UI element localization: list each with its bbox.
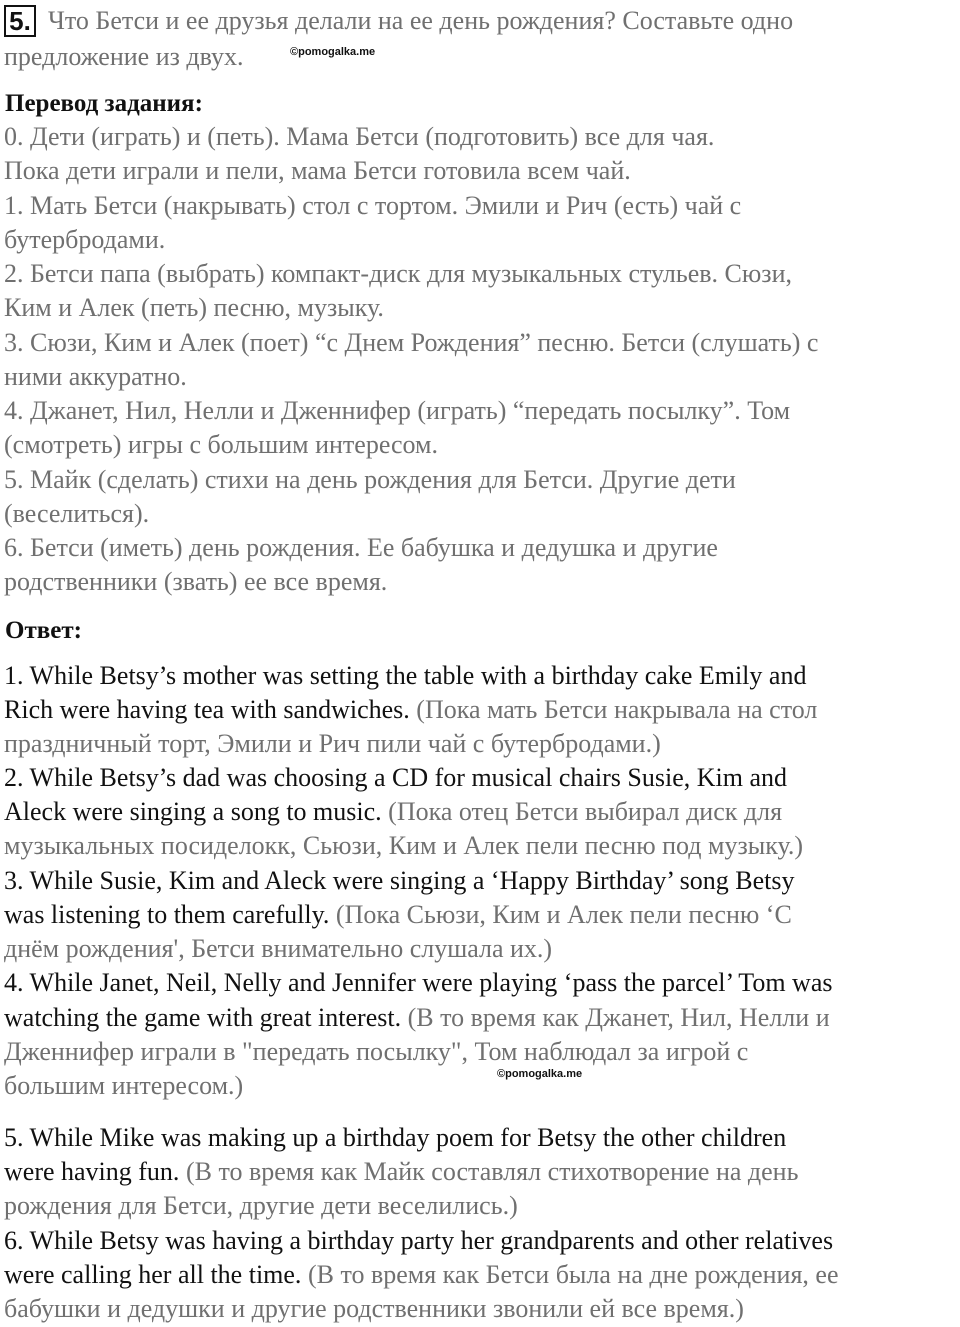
translation-line: ними аккуратно.	[4, 362, 187, 391]
translation-line: 6. Бетси (иметь) день рождения. Ее бабушка и дедушка и другие	[4, 533, 718, 562]
translation-line: 2. Бетси папа (выбрать) компакт-диск для музыкальных стульев. Сюзи,	[4, 259, 792, 288]
translation-line: Ким и Алек (петь) песню, музыку.	[4, 293, 384, 322]
answer-en-line: 6. While Betsy was having a birthday party her grandparents and other relatives	[4, 1226, 834, 1255]
task-text-line-1: Что Бетси и ее друзья делали на ее день рождения? Составьте одно	[48, 6, 794, 35]
answer-mixed-line	[4, 1155, 798, 1189]
answer-ru-text: (В то время как Бетси была на дне рождения, ее	[301, 1260, 839, 1289]
answer-mixed-line	[4, 1258, 839, 1292]
answer-mixed-line	[4, 1001, 830, 1035]
translation-line: родственники (звать) ее все время.	[4, 567, 388, 596]
answer-en-text: watching the game with great interest.	[4, 1003, 402, 1032]
answer-en-text: Rich were having tea with sandwiches.	[4, 695, 410, 724]
answer-ru-text: (Пока отец Бетси выбирал диск для	[381, 797, 783, 826]
answer-ru-text: (В то время как Джанет, Нил, Нелли и	[401, 1003, 830, 1032]
translation-line: Пока дети играли и пели, мама Бетси готовила всем чай.	[4, 156, 631, 185]
answer-en-line: 1. While Betsy’s mother was setting the table with a birthday cake Emily and	[4, 661, 807, 690]
translation-line: 1. Мать Бетси (накрывать) стол с тортом. Эмили и Рич (есть) чай с	[4, 191, 742, 220]
answer-en-text: Aleck were singing a song to music.	[4, 797, 382, 826]
answer-en-text: were having fun.	[4, 1157, 180, 1186]
translation-line: 3. Сюзи, Ким и Алек (поет) “с Днем Рождения” песню. Бетси (слушать) с	[4, 328, 819, 357]
answer-en-text: was listening to them carefully.	[4, 900, 330, 929]
answer-en-line: 4. While Janet, Neil, Nelly and Jennifer were playing ‘pass the parcel’ Tom was	[4, 968, 833, 997]
translation-line: 0. Дети (играть) и (петь). Мама Бетси (подготовить) все для чая.	[4, 122, 715, 151]
answer-ru-line: рождения для Бетси, другие дети веселились.)	[4, 1191, 518, 1220]
answer-mixed-line	[4, 898, 792, 932]
answer-en-text: were calling her all the time.	[4, 1260, 302, 1289]
answer-en-line: 2. While Betsy’s dad was choosing a CD for musical chairs Susie, Kim and	[4, 763, 788, 792]
answer-ru-line: днём рождения', Бетси внимательно слушала их.)	[4, 934, 553, 963]
answer-ru-line: музыкальных посиделокк, Сьюзи, Ким и Алек пели песню под музыку.)	[4, 831, 804, 860]
translation-line: 4. Джанет, Нил, Нелли и Дженнифер (играть) “передать посылку”. Том	[4, 396, 791, 425]
answer-mixed-line	[4, 693, 817, 727]
watermark: ©pomogalka.me	[290, 46, 376, 58]
answer-ru-line: бабушки и дедушки и другие родственники звонили ей все время.)	[4, 1294, 744, 1323]
translation-heading: Перевод задания:	[5, 90, 203, 117]
answer-mixed-line	[4, 795, 782, 829]
translation-line: (веселиться).	[4, 499, 150, 528]
answer-ru-line: большим интересом.)	[4, 1071, 244, 1100]
answer-ru-line: праздничный торт, Эмили и Рич пили чай с бутербродами.)	[4, 729, 661, 758]
task-number-box: 5.	[4, 5, 36, 37]
translation-line: бутербродами.	[4, 225, 166, 254]
task-text-line-2: предложение из двух.	[4, 42, 244, 71]
translation-line: 5. Майк (сделать) стихи на день рождения для Бетси. Другие дети	[4, 465, 736, 494]
answer-heading: Ответ:	[5, 617, 82, 644]
answer-ru-text: (Пока мать Бетси накрывала на стол	[409, 695, 818, 724]
watermark: ©pomogalka.me	[497, 1068, 583, 1080]
answer-ru-line: Дженнифер играли в "передать посылку", Том наблюдал за игрой с	[4, 1037, 749, 1066]
answer-en-line: 5. While Mike was making up a birthday poem for Betsy the other children	[4, 1123, 787, 1152]
translation-line: (смотреть) игры с большим интересом.	[4, 430, 439, 459]
answer-ru-text: (В то время как Майк составлял стихотворение на день	[179, 1157, 799, 1186]
answer-en-line: 3. While Susie, Kim and Aleck were singing a ‘Happy Birthday’ song Betsy	[4, 866, 795, 895]
answer-ru-text: (Пока Сьюзи, Ким и Алек пели песню ‘С	[329, 900, 792, 929]
